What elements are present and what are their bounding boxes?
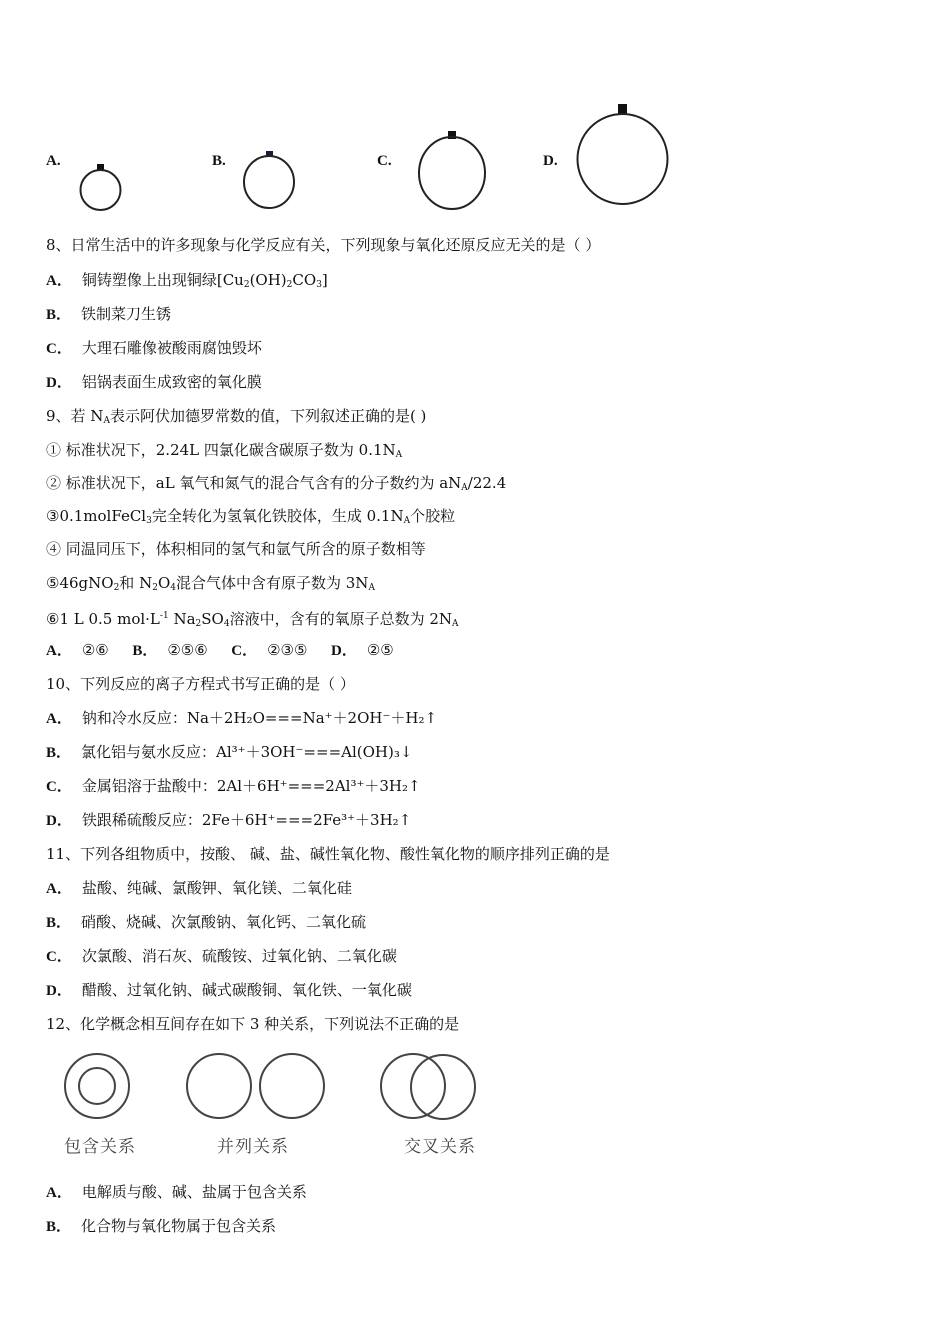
q7-option-a-label: A. <box>46 153 61 169</box>
q9-statement-5: ⑤46gNO$_2$和 $N_2O_4$混合气体中含有原子数为 $3N_A$ <box>46 574 375 593</box>
q11-option-d: D． 醋酸、过氧化钠、碱式碳酸铜、氧化铁、一氧化碳 <box>46 981 412 999</box>
q9-statement-1: ① 标准状况下，2.24L 四氯化碳含碳原子数为 $0.1N_A$ <box>46 441 403 460</box>
q8-option-b: B． 铁制菜刀生锈 <box>46 305 172 323</box>
q10-option-b: B． 氯化铝与氨水反应：Al³⁺＋3OH⁻===Al(OH)₃↓ <box>46 743 413 761</box>
q10-stem: 10、下列反应的离子方程式书写正确的是（ ） <box>46 675 355 693</box>
q11-option-c: C． 次氯酸、消石灰、硫酸铵、过氧化钠、二氧化碳 <box>46 947 397 965</box>
balloon-d-icon <box>575 104 670 208</box>
q11-option-a: A． 盐酸、纯碱、氯酸钾、氧化镁、二氧化硅 <box>46 879 352 897</box>
balloon-a-icon <box>78 164 124 214</box>
q9-answers: A． ②⑥ B． ②⑤⑥ C． ②③⑤ D． ②⑤ <box>46 641 394 659</box>
q9-statement-2: ② 标准状况下，aL 氧气和氮气的混合气含有的分子数约为 $aN_A/22.4$ <box>46 474 507 493</box>
label-containment: 包含关系 <box>64 1137 136 1157</box>
q8-stem: 8、日常生活中的许多现象与化学反应有关，下列现象与氧化还原反应无关的是（ ） <box>46 236 601 254</box>
containment-diagram <box>65 1054 129 1118</box>
q8-option-a: A． 铜铸塑像上出现铜绿$[Cu_2(OH)_2CO_3]$ <box>46 271 328 290</box>
q9-statement-6: ⑥1 L 0.5 $mol\cdot L^{-1}$ $Na_2SO_4$溶液中，含有的氧原子总数为 $2N_A$ <box>46 610 459 629</box>
q10-option-d: D． 铁跟稀硫酸反应：2Fe＋6H⁺===2Fe³⁺＋3H₂↑ <box>46 811 412 829</box>
q7-option-b-label: B. <box>212 153 226 169</box>
parallel-diagram <box>187 1054 324 1118</box>
q11-option-b: B． 硝酸、烧碱、次氯酸钠、氧化钙、二氧化硫 <box>46 913 367 931</box>
q12-option-b: B． 化合物与氧化物属于包含关系 <box>46 1217 277 1235</box>
q8-option-d: D． 铝锅表面生成致密的氧化膜 <box>46 373 262 391</box>
balloon-b-icon <box>242 151 296 211</box>
venn-diagram <box>40 1040 500 1120</box>
q9-stem: 9、若 $N_A$表示阿伏加德罗常数的值，下列叙述正确的是( ) <box>46 407 427 426</box>
q10-option-c: C． 金属铝溶于盐酸中：2Al＋6H⁺===2Al³⁺＋3H₂↑ <box>46 777 421 795</box>
q12-option-a: A． 电解质与酸、碱、盐属于包含关系 <box>46 1183 307 1201</box>
q7-option-c-label: C. <box>377 153 392 169</box>
label-parallel: 并列关系 <box>217 1137 289 1157</box>
label-intersection: 交叉关系 <box>404 1137 476 1157</box>
intersection-diagram <box>381 1054 475 1119</box>
q11-stem: 11、下列各组物质中，按酸、 碱、盐、碱性氧化物、酸性氧化物的顺序排列正确的是 <box>46 845 610 863</box>
q9-statement-3: ③0.1molFeCl$_3$完全转化为氢氧化铁胶体，生成 $0.1N_A$个胶粒 <box>46 507 456 526</box>
q12-stem: 12、化学概念相互间存在如下 3 种关系，下列说法不正确的是 <box>46 1015 460 1033</box>
q8-option-c: C． 大理石雕像被酸雨腐蚀毁坏 <box>46 339 262 357</box>
q9-statement-4: ④ 同温同压下，体积相同的氢气和氩气所含的原子数相等 <box>46 540 426 558</box>
balloon-c-icon <box>416 131 488 211</box>
q7-option-d-label: D. <box>543 153 558 169</box>
q10-option-a: A． 钠和冷水反应：Na＋2H₂O===Na⁺＋2OH⁻＋H₂↑ <box>46 709 438 727</box>
